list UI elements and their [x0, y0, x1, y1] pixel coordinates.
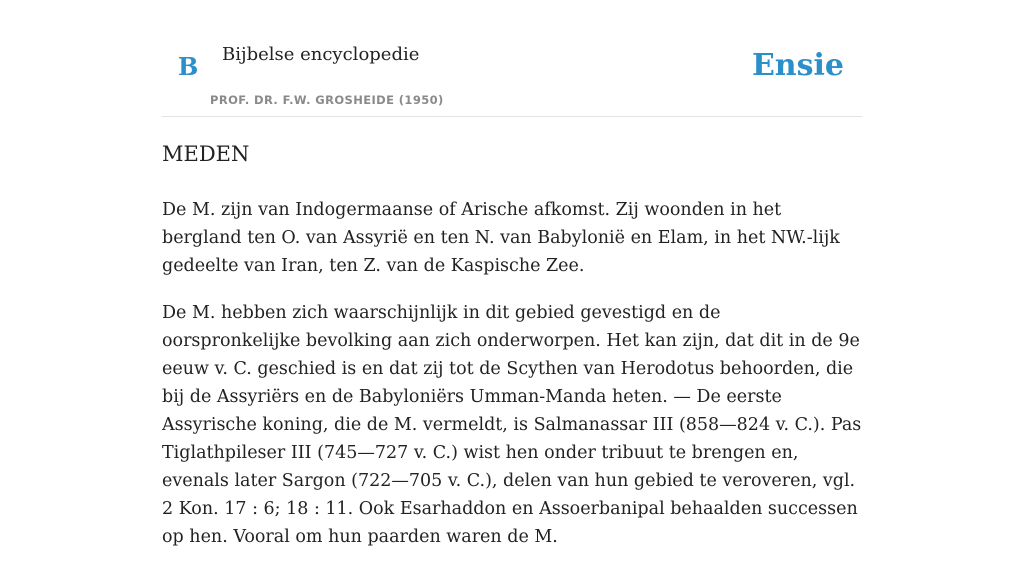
author-label: PROF. DR. F.W. GROSHEIDE (1950): [210, 93, 444, 107]
article-paragraph: De M. zijn van Indogermaanse of Arische afkomst. Zij woonden in het bergland ten O. van Assyrië en ten N. van Babylonië en Elam, in het NW.-lijk gedeelte van Iran, ten Z. van de Kaspische Zee.: [162, 200, 840, 276]
encyclopedia-title-link[interactable]: Bijbelse encyclopedie: [222, 44, 420, 65]
ensie-logo-link[interactable]: Ensie: [751, 48, 844, 83]
entry-title: MEDEN: [162, 142, 250, 166]
header: [162, 0, 862, 117]
article: [162, 136, 862, 570]
encyclopedia-badge-icon[interactable]: B: [178, 52, 199, 81]
article-paragraph: De M. hebben zich waarschijnlijk in dit gebied gevestigd en de oorspronkelijke bevolking aan zich onderworpen. Het kan zijn, dat dit in de 9e eeuw v. C. geschied is en dat zij tot de Scythen van Herodotus behoorden, die bij de Assyriërs en de Babyloniërs Umman-Manda heten. — De eerste Assyrische koning, die de M. vermeldt, is Salmanassar III (858—824 v. C.). Pas Tiglathpileser III (745—727 v. C.) wist hen onder tribuut te brengen en, evenals later Sargon (722—705 v. C.), delen van hun gebied te veroveren, vgl. 2 Kon. 17 : 6; 18 : 11. Ook Esarhaddon en Assoerbanipal behaalden successen op hen. Vooral om hun paarden waren de M.: [162, 303, 862, 547]
